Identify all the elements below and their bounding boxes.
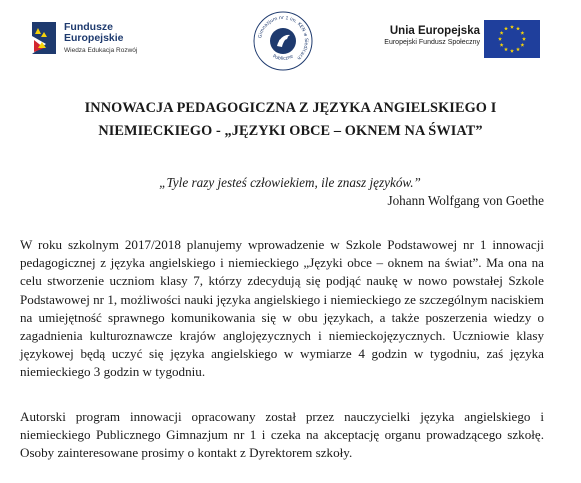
paragraph-1: W roku szkolnym 2017/2018 planujemy wprowadzenie w Szkole Podstawowej nr 1 innowacji pedagogicznej z języka angielskiego i niemieckiego „Języki obce – oknem na świat”. Ma ona na celu stworzenie uczniom klasy 7, którzy zdecydują się podjąć naukę w nowo powstałej Szkole Podstawowej nr 1, możliwości nauki języka angielskiego i niemieckiego ze szczególnym naciskiem na umiejętność sprawnego komunikowania się w obu językach, a także poszerzenia wiedzy o zagadnienia kulturoznawcze krajów anglojęzycznych i niemieckojęzycznych. Uczniowie klasy językowej będą uczyć się języka angielskiego w wymiarze 4 godzin w tygodniu, zaś języka niemieckiego 3 godzin w tygodniu. [20, 237, 544, 380]
seal-bottom-text: Publiczne [271, 54, 295, 62]
document-title [20, 97, 561, 143]
fe-line1: Fundusze [64, 21, 113, 33]
quote-author: Johann Wolfgang von Goethe [387, 193, 544, 208]
fundusze-europejskie-text [64, 22, 137, 56]
title-line2: NIEMIECKIEGO - „JĘZYKI OBCE – OKNEM NA ŚWIAT” [98, 123, 483, 139]
header-logos [0, 0, 581, 80]
unia-europejska-logo [372, 16, 562, 62]
eu-flag-icon [484, 20, 540, 58]
ue-title: Unia Europejska [389, 25, 480, 37]
seal-ring-text: Gimnazjum nr 1 im. KEN w Siedlcach [258, 15, 309, 61]
goethe-quote: „Tyle razy jesteś człowiekiem, ile znasz języków.” [159, 175, 421, 190]
paragraph-2: Autorski program innowacji opracowany został przez nauczycielki języka angielskiego i niemieckiego Publicznego Gimnazjum nr 1 i czeka na akceptację organu prowadzącego szkołę. Osoby zainteresowane prosimy o kontakt z Dyrektorem szkoły. [20, 409, 544, 461]
school-seal-icon [252, 10, 314, 72]
fundusze-europejskie-emblem-icon [28, 18, 62, 58]
fe-line3: Wiedza Edukacja Rozwój [64, 47, 138, 54]
school-seal-logo [252, 10, 314, 72]
fundusze-europejskie-logo [28, 18, 178, 62]
fe-line2: Europejskie [64, 32, 124, 44]
ue-subtitle: Europejski Fundusz Społeczny [384, 39, 480, 46]
title-line1: INNOWACJA PEDAGOGICZNA Z JĘZYKA ANGIELSKIEGO I [84, 100, 497, 116]
unia-europejska-text [372, 24, 480, 48]
